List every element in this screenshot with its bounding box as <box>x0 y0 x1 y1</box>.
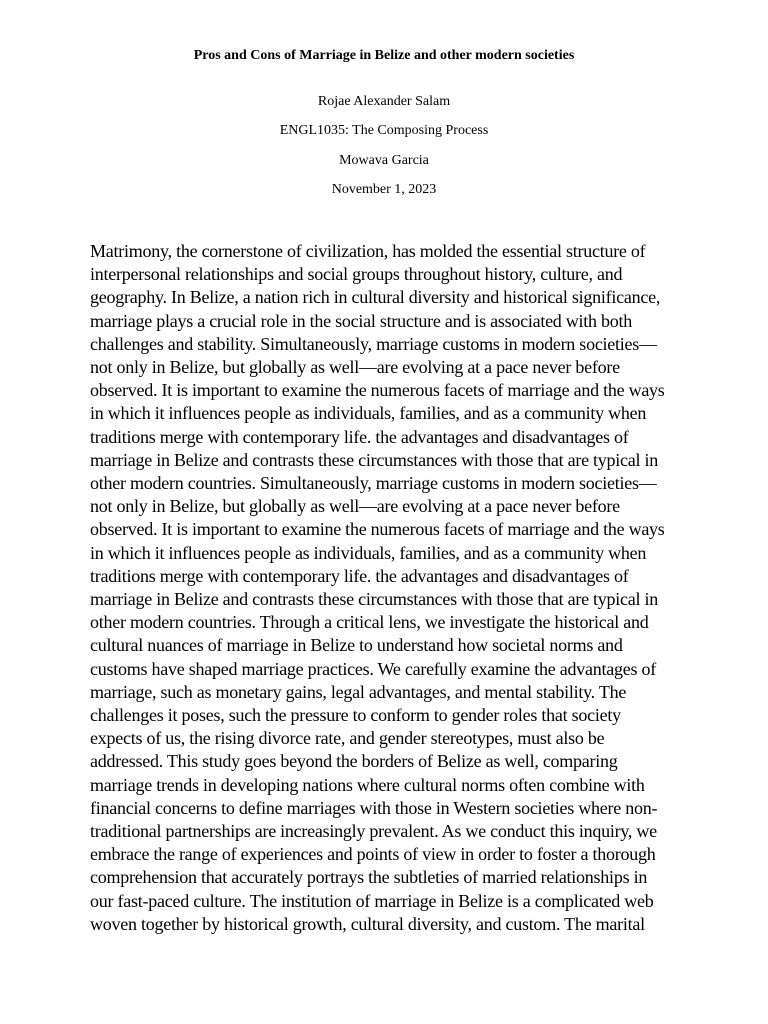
body-paragraph <box>90 240 684 936</box>
body-line: expects of us, the rising divorce rate, and gender stereotypes, must also be <box>90 728 605 749</box>
body-line: traditions merge with contemporary life. the advantages and disadvantages of <box>90 426 629 447</box>
body-line: financial concerns to define marriages with those in Western societies where non- <box>90 797 658 818</box>
instructor-name: Mowava Garcia <box>339 153 429 168</box>
body-line: embrace the range of experiences and points of view in order to foster a thorough <box>90 844 656 865</box>
body-line: addressed. This study goes beyond the borders of Belize as well, comparing <box>90 751 618 772</box>
body-line: marriage, such as monetary gains, legal advantages, and mental stability. The <box>90 681 627 702</box>
body-line: not only in Belize, but globally as well—are evolving at a pace never before <box>90 357 620 378</box>
body-line: challenges it poses, such the pressure to conform to gender roles that society <box>90 705 621 726</box>
body-line: cultural nuances of marriage in Belize to understand how societal norms and <box>90 635 623 656</box>
body-line: marriage in Belize and contrasts these circumstances with those that are typical in <box>90 449 659 470</box>
body-line: woven together by historical growth, cultural diversity, and custom. The marital <box>90 913 645 934</box>
body-line: traditions merge with contemporary life. the advantages and disadvantages of <box>90 565 629 586</box>
body-line: Matrimony, the cornerstone of civilization, has molded the essential structure of <box>90 241 646 261</box>
course-name: ENGL1035: The Composing Process <box>279 123 489 138</box>
body-line: not only in Belize, but globally as well—are evolving at a pace never before <box>90 496 620 517</box>
body-line: in which it influences people as individuals, families, and as a community when <box>90 403 647 424</box>
body-line: challenges and stability. Simultaneously, marriage customs in modern societies— <box>90 333 657 354</box>
body-line: marriage plays a crucial role in the social structure and is associated with both <box>90 310 633 331</box>
body-line: traditional partnerships are increasingly prevalent. As we conduct this inquiry, we <box>90 821 657 842</box>
body-line: in which it influences people as individuals, families, and as a community when <box>90 542 647 563</box>
body-line: other modern countries. Simultaneously, marriage customs in modern societies— <box>90 473 657 494</box>
document-title: Pros and Cons of Marriage in Belize and other modern societies <box>193 48 575 63</box>
document-date: November 1, 2023 <box>331 182 437 197</box>
body-line: observed. It is important to examine the numerous facets of marriage and the ways <box>90 380 665 401</box>
author-name: Rojae Alexander Salam <box>317 94 451 109</box>
body-line: interpersonal relationships and social groups throughout history, culture, and <box>90 264 623 285</box>
body-line: observed. It is important to examine the numerous facets of marriage and the ways <box>90 519 665 540</box>
body-line: geography. In Belize, a nation rich in cultural diversity and historical significance, <box>90 287 661 308</box>
body-line: marriage trends in developing nations where cultural norms often combine with <box>90 774 645 795</box>
body-line: marriage in Belize and contrasts these circumstances with those that are typical in <box>90 589 659 610</box>
body-line: customs have shaped marriage practices. We carefully examine the advantages of <box>90 658 656 679</box>
body-line: other modern countries. Through a critical lens, we investigate the historical and <box>90 612 649 633</box>
body-line: comprehension that accurately portrays the subtleties of married relationships in <box>90 867 648 888</box>
body-line: our fast-paced culture. The institution of marriage in Belize is a complicated web <box>90 890 654 911</box>
